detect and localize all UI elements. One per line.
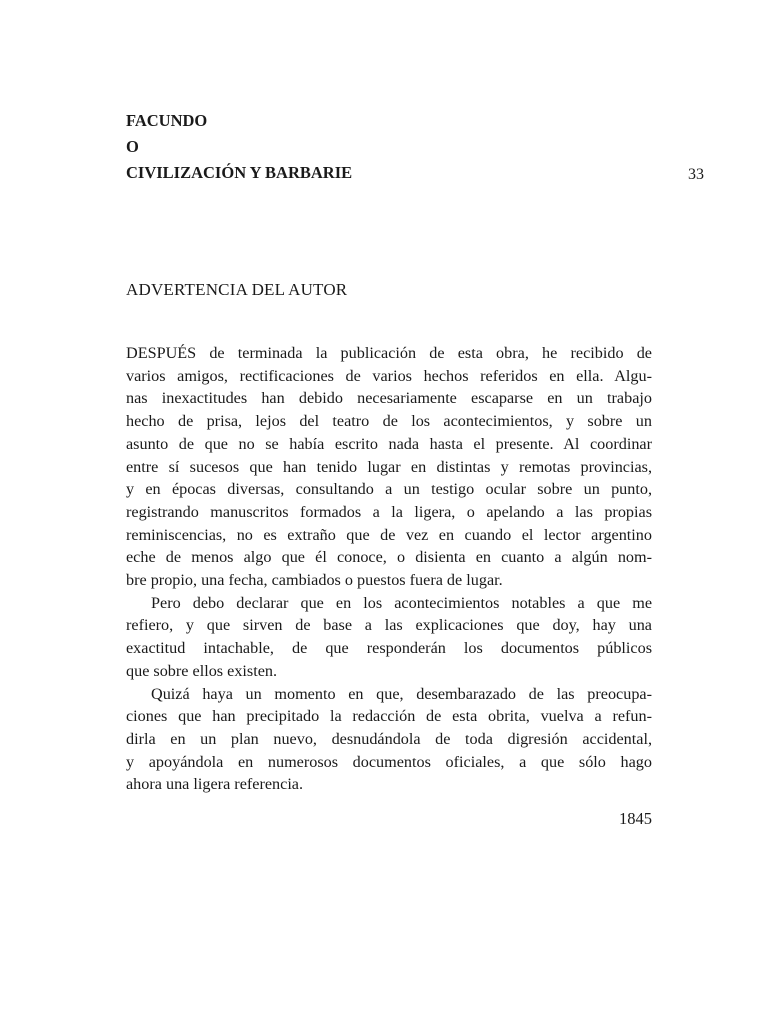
text-line: exactitud intachable, de que responderán los documentos públicos xyxy=(126,639,652,658)
text-line: refiero, y que sirven de base a las explicaciones que doy, hay una xyxy=(126,616,652,635)
paragraph-2 xyxy=(126,592,652,683)
text-line: nas inexactitudes han debido necesariamente escaparse en un trabajo xyxy=(126,389,652,408)
text-line: entre sí sucesos que han tenido lugar en distintas y remotas provincias, xyxy=(126,457,652,476)
page-number: 33 xyxy=(688,166,704,183)
section-heading: ADVERTENCIA DEL AUTOR xyxy=(126,280,348,299)
text-line: reminiscencias, no es extraño que de vez en cuando el lector argentino xyxy=(126,525,652,544)
text-line: dirla en un plan nuevo, desnudándola de toda digresión accidental, xyxy=(126,729,652,748)
text-line: registrando manuscritos formados a la ligera, o apelando a las propias xyxy=(126,502,652,521)
body-text xyxy=(126,342,652,796)
text-line: y apoyándola en numerosos documentos oficiales, a que sólo hago xyxy=(126,752,652,771)
date: 1845 xyxy=(619,809,652,828)
text-line: ciones que han precipitado la redacción de esta obrita, vuelva a refun- xyxy=(126,707,652,726)
title-line-subtitle: CIVILIZACIÓN Y BARBARIE xyxy=(126,163,353,182)
paragraph-1 xyxy=(126,342,652,592)
text-line: hecho de prisa, lejos del teatro de los acontecimientos, y sobre un xyxy=(126,412,652,431)
text-line: DESPUÉS de terminada la publicación de esta obra, he recibido de xyxy=(126,344,652,362)
text-line: ahora una ligera referencia. xyxy=(126,775,304,794)
text-line: que sobre ellos existen. xyxy=(126,661,278,680)
text-line: y en épocas diversas, consultando a un testigo ocular sobre un punto, xyxy=(126,480,652,499)
title-line-o: O xyxy=(126,137,139,156)
paragraph-3 xyxy=(126,683,652,797)
text-line: Pero debo declarar que en los acontecimientos notables a que me xyxy=(151,593,652,612)
book-title xyxy=(126,108,352,186)
text-line: Quizá haya un momento en que, desembarazado de las preocupa- xyxy=(151,684,652,703)
text-line: varios amigos, rectificaciones de varios hechos referidos en ella. Algu- xyxy=(126,366,652,385)
text-line: eche de menos algo que él conoce, o disienta en cuanto a algún nom- xyxy=(126,548,652,567)
text-line: asunto de que no se había escrito nada hasta el presente. Al coordinar xyxy=(126,434,652,453)
text-line: bre propio, una fecha, cambiados o puestos fuera de lugar. xyxy=(126,571,503,590)
title-line-facundo: FACUNDO xyxy=(126,111,208,130)
